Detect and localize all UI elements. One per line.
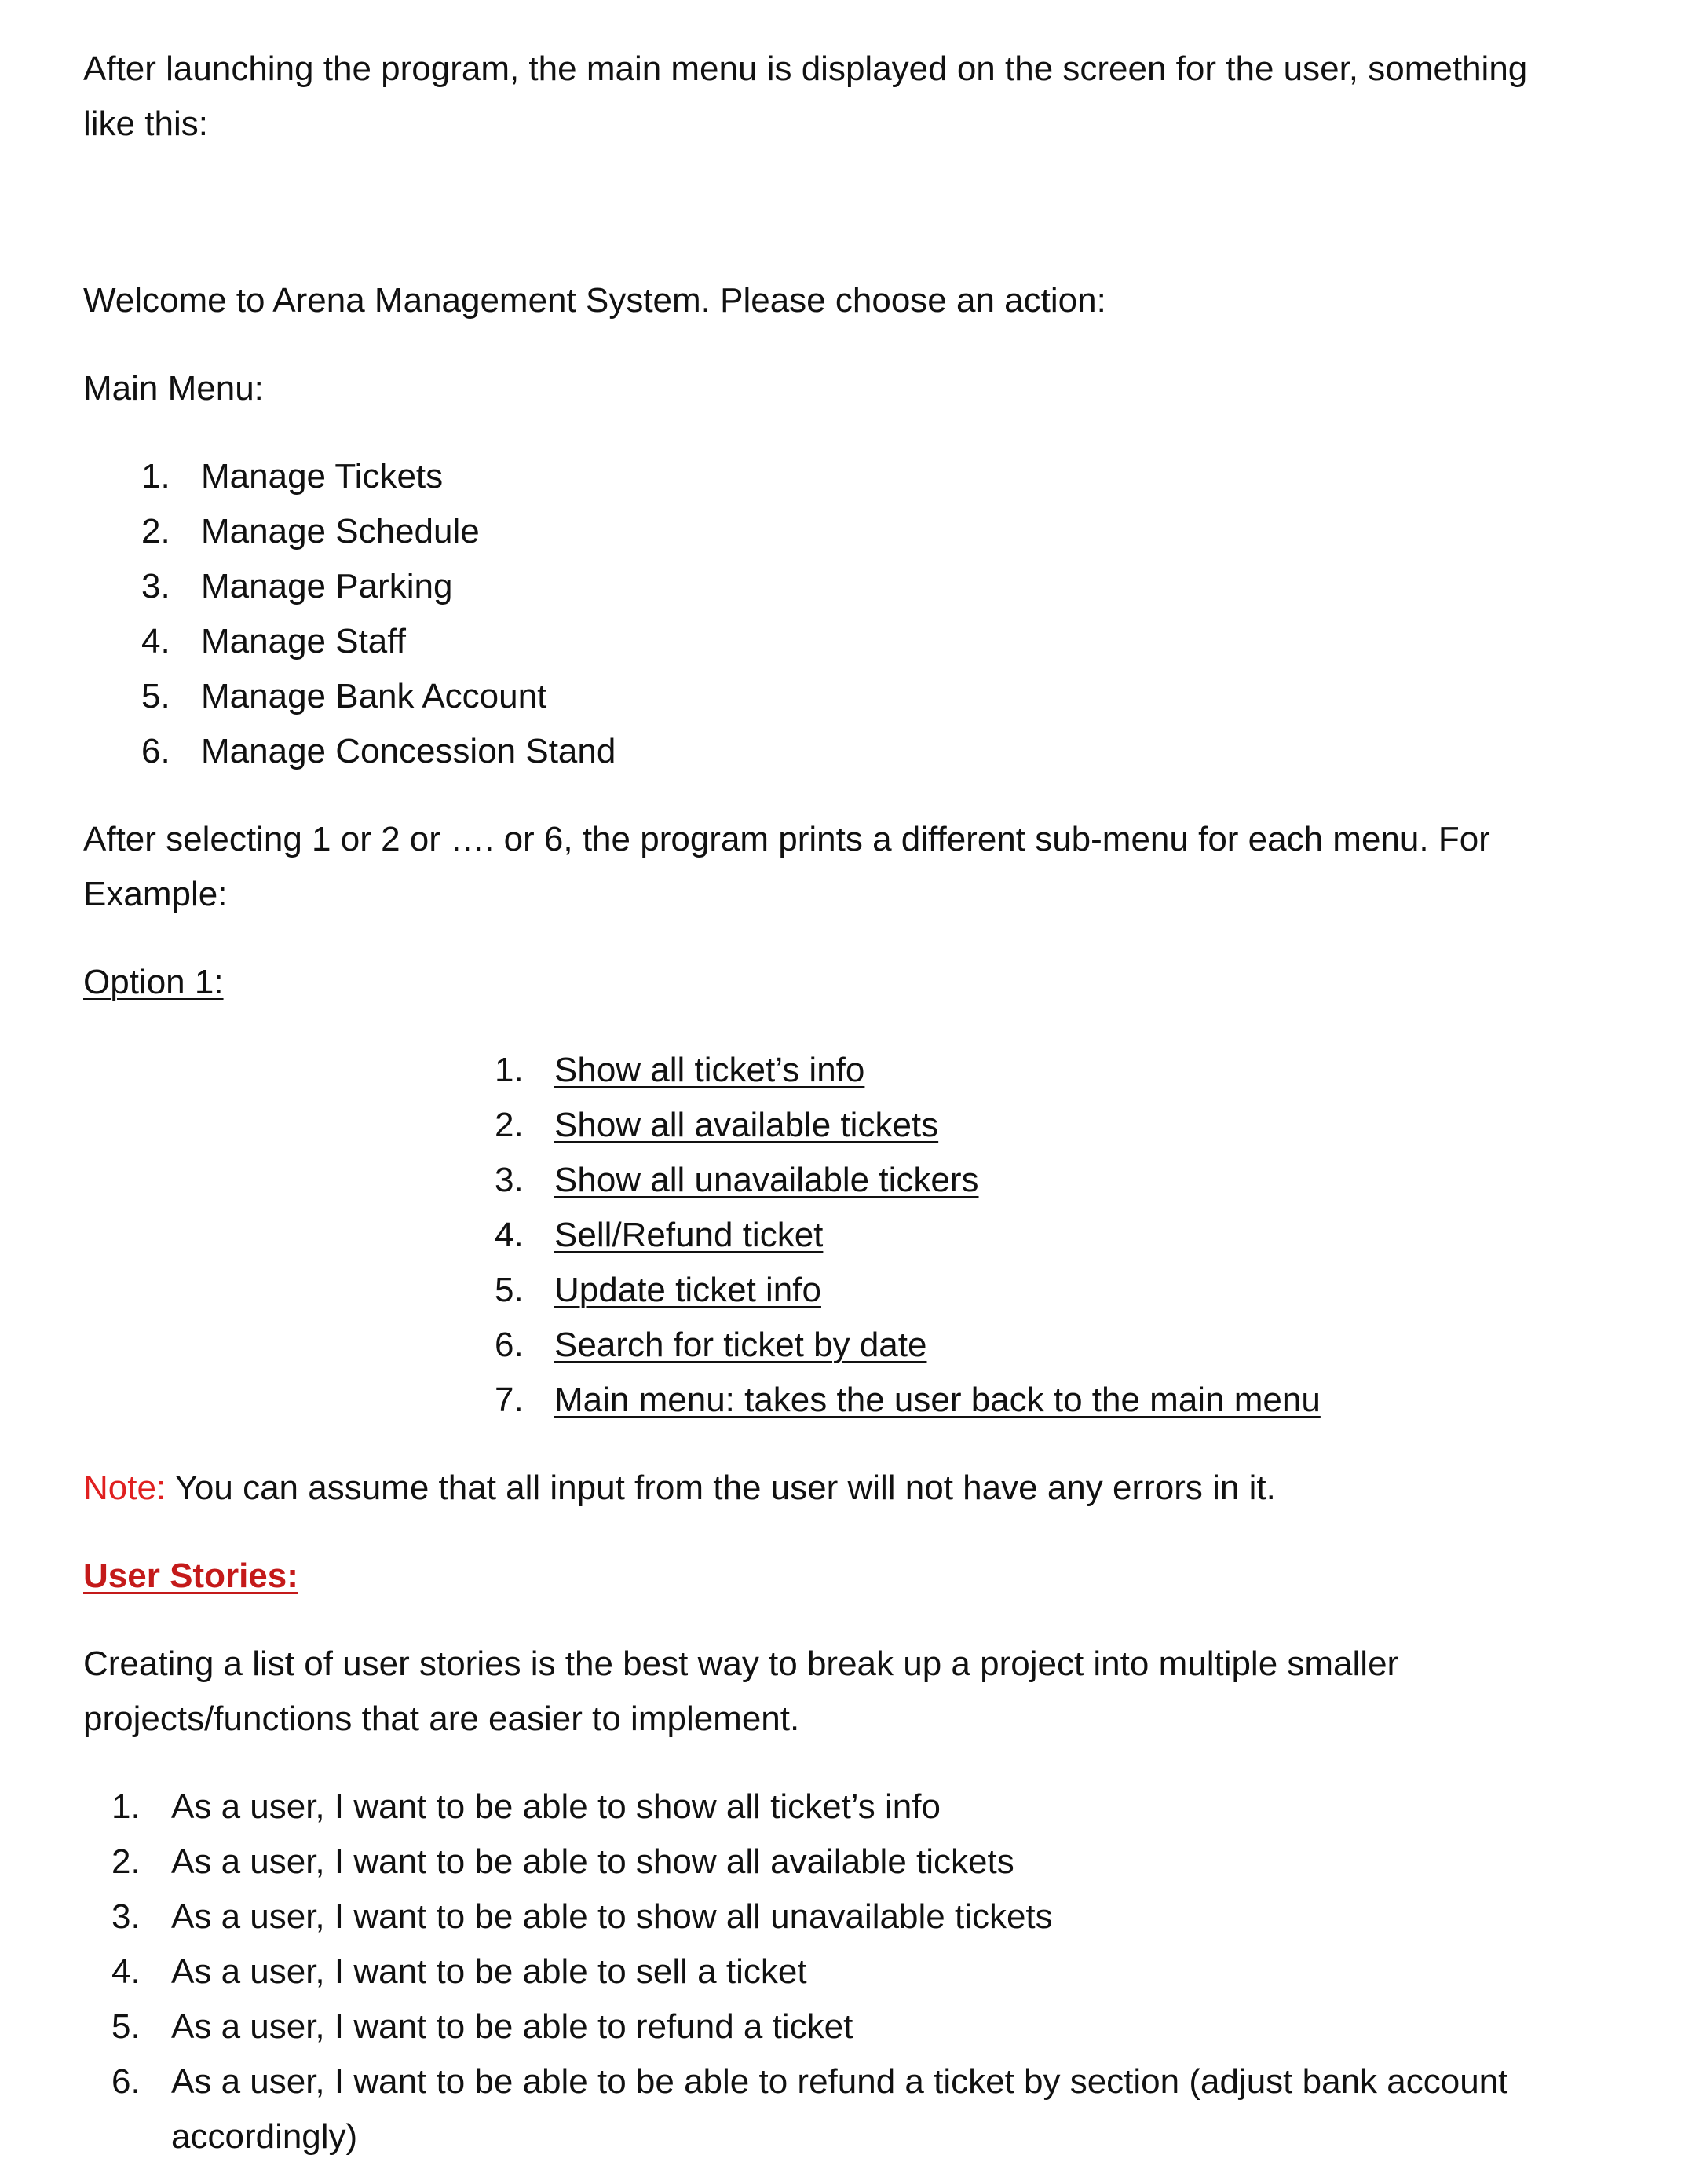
main-menu-item-number: 6. (141, 732, 170, 770)
option-1-item-show-all-info: Show all ticket’s info (554, 1051, 865, 1089)
user-story-item: As a user, I want to be able to show all unavailable tickets (171, 1897, 1053, 1936)
user-stories-intro-line-2: projects/functions that are easier to implement. (83, 1699, 800, 1738)
option-1-item-sell-refund: Sell/Refund ticket (554, 1216, 824, 1254)
option-1-item-show-available: Show all available tickets (554, 1106, 939, 1144)
option-1-item-number: 1. (495, 1051, 524, 1089)
main-menu-item-number: 4. (141, 622, 170, 660)
note-text: You can assume that all input from the user will not have any errors in it. (166, 1469, 1276, 1507)
user-story-number: 5. (111, 2007, 141, 2046)
option-1-item-number: 4. (495, 1216, 524, 1254)
main-menu-item-manage-staff: Manage Staff (201, 622, 406, 660)
after-select-line-2: Example: (83, 875, 228, 913)
option-1-item-number: 3. (495, 1161, 524, 1199)
main-menu-item-number: 5. (141, 677, 170, 715)
option-1-item-number: 6. (495, 1326, 524, 1364)
option-1-item-show-unavailable: Show all unavailable tickers (554, 1161, 979, 1199)
main-menu-item-manage-parking: Manage Parking (201, 567, 453, 605)
intro-line-2: like this: (83, 104, 208, 143)
welcome-text: Welcome to Arena Management System. Please choose an action: (83, 281, 1106, 320)
option-1-item-number: 7. (495, 1381, 524, 1419)
main-menu-item-number: 1. (141, 457, 170, 496)
user-story-item: As a user, I want to be able to show all available tickets (171, 1842, 1014, 1881)
user-story-number: 1. (111, 1787, 141, 1826)
intro-line-1: After launching the program, the main menu is displayed on the screen for the user, something (83, 49, 1528, 88)
option-1-heading: Option 1: (83, 963, 224, 1001)
user-story-item: As a user, I want to be able to show all ticket’s info (171, 1787, 941, 1826)
option-1-item-main-menu: Main menu: takes the user back to the main menu (554, 1381, 1321, 1419)
option-1-item-number: 2. (495, 1106, 524, 1144)
user-story-item: As a user, I want to be able to be able to refund a ticket by section (adjust bank account (171, 2062, 1508, 2101)
main-menu-item-manage-tickets: Manage Tickets (201, 457, 444, 496)
main-menu-heading: Main Menu: (83, 369, 264, 408)
main-menu-item-manage-concession-stand: Manage Concession Stand (201, 732, 616, 770)
after-select-line-1: After selecting 1 or 2 or …. or 6, the program prints a different sub-menu for each menu. For (83, 820, 1490, 858)
main-menu-item-number: 2. (141, 512, 170, 551)
option-1-item-number: 5. (495, 1271, 524, 1309)
option-1-item-search-by-date: Search for ticket by date (554, 1326, 927, 1364)
main-menu-item-manage-schedule: Manage Schedule (201, 512, 480, 551)
option-1-item-update-info: Update ticket info (554, 1271, 821, 1309)
user-story-item: As a user, I want to be able to sell a ticket (171, 1952, 807, 1991)
main-menu-item-manage-bank-account: Manage Bank Account (201, 677, 547, 715)
user-story-number: 4. (111, 1952, 141, 1991)
main-menu-item-number: 3. (141, 567, 170, 605)
user-story-number: 6. (111, 2062, 141, 2101)
user-stories-intro-line-1: Creating a list of user stories is the best way to break up a project into multiple smaller (83, 1644, 1399, 1683)
user-story-number: 2. (111, 1842, 141, 1881)
user-story-item: As a user, I want to be able to refund a ticket (171, 2007, 853, 2046)
user-story-number: 3. (111, 1897, 141, 1936)
note-label: Note: (83, 1469, 166, 1507)
note-paragraph (83, 1466, 1276, 1510)
user-stories-heading: User Stories: (83, 1557, 298, 1595)
user-story-item-continuation: accordingly) (171, 2117, 358, 2156)
